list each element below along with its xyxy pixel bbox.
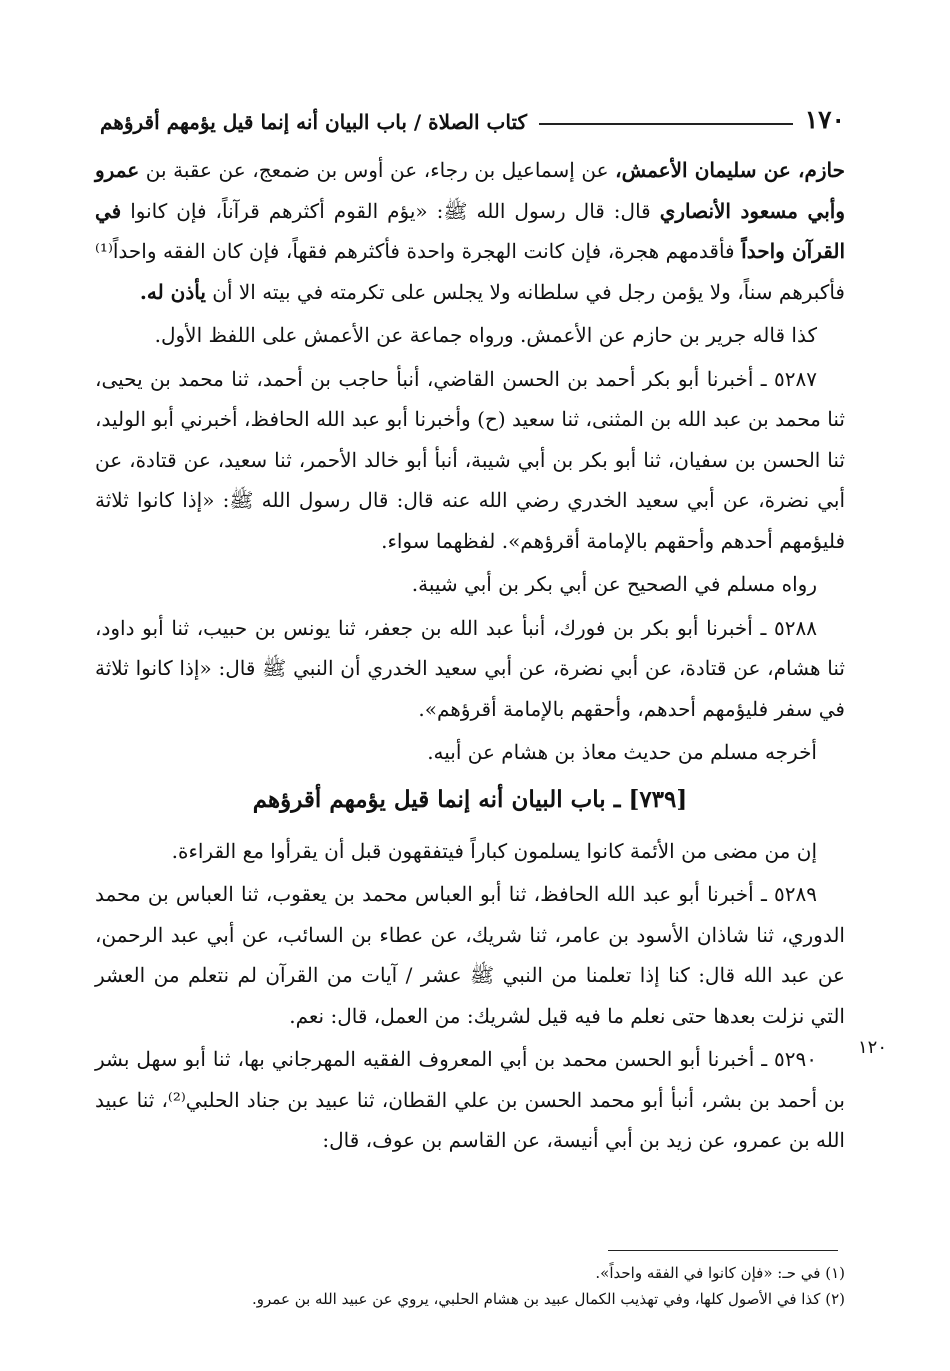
paragraph-note: أخرجه مسلم من حديث معاذ بن هشام عن أبيه. bbox=[427, 740, 817, 764]
paragraph-text: فأقدمهم هجرة، فإن كانت الهجرة واحدة فأكثرهم فقهاً، فإن كان الفقه واحداً⁽¹⁾ فأكبرهم سناً، ولا يؤمن رجل في سلطانه ولا يجلس على تكرمته في بيته الا أن bbox=[95, 239, 845, 304]
page-body bbox=[95, 150, 845, 1164]
footnote: (٢) كذا في الأصول كلها، وفي تهذيب الكمال عبيد بن هشام الحلبي، يروي عن عبيد الله بن عمرو. bbox=[252, 1290, 845, 1308]
paragraph-hadith-5287: ٥٢٨٧ ـ أخبرنا أبو بكر أحمد بن الحسن القاضي، أنبأ حاجب بن أحمد، ثنا محمد بن يحيى، ثنا محمد بن عبد الله بن المثنى، ثنا سعيد (ح) وأخبرنا أبو عبد الله الحافظ، أخبرني أبو الوليد، ثنا الحسن بن سفيان، ثنا أبو بكر بن أبي شيبة، أنبأ أبو خالد الأحمر، ثنا سعيد، عن قتادة، عن أبي نضرة، عن أبي سعيد الخدري رضي الله عنه قال: قال رسول الله ﷺ: «إذا كانوا ثلاثة فليؤمهم أحدهم وأحقهم بالإمامة أقرؤهم». لفظهما سواء. bbox=[95, 366, 845, 553]
bold-text: في القرآن واحداً bbox=[95, 198, 845, 263]
paragraph-hadith-continuation bbox=[95, 150, 845, 312]
running-title: كتاب الصلاة / باب البيان أنه إنما قيل يؤمهم أقرؤهم bbox=[100, 110, 528, 134]
footnote-rule bbox=[608, 1250, 838, 1251]
footnotes bbox=[110, 1260, 845, 1312]
paragraph-note: رواه مسلم في الصحيح عن أبي بكر بن أبي شيبة. bbox=[411, 572, 817, 596]
page-header bbox=[100, 98, 845, 134]
paragraph-text: قال: قال رسول الله ﷺ: «يؤم القوم أكثرهم قرآناً، فإن كانوا bbox=[121, 198, 660, 223]
header-rule bbox=[539, 123, 793, 125]
page-number: ١٧٠ bbox=[804, 105, 845, 134]
margin-reference: ١٢٠ bbox=[858, 1037, 888, 1058]
paragraph-hadith-5288: ٥٢٨٨ ـ أخبرنا أبو بكر بن فورك، أنبأ عبد الله بن جعفر، ثنا يونس بن حبيب، ثنا أبو داود، ثنا هشام، عن قتادة، عن أبي نضرة، عن أبي سعيد الخدري أن النبي ﷺ قال: «إذا كانوا ثلاثة في سفر فليؤمهم أحدهم، وأحقهم بالإمامة أقرؤهم». bbox=[95, 615, 845, 721]
paragraph-hadith-5289: ٥٢٨٩ ـ أخبرنا أبو عبد الله الحافظ، ثنا أبو العباس محمد بن يعقوب، ثنا العباس بن محمد الدوري، ثنا شاذان الأسود بن عامر، ثنا شريك، عن عطاء بن السائب، عن أبي عبد الرحمن، عن عبد الله قال: كنا إذا تعلمنا من النبي ﷺ عشر / آيات من القرآن لم نتعلم من العشر التي نزلت بعدها حتى نعلم ما فيه قيل لشريك: من العمل، قال: نعم. bbox=[95, 882, 845, 1028]
bold-text: يأذن له. bbox=[139, 279, 206, 304]
footnote: (١) في حـ: «فإن كانوا في الفقه واحداً». bbox=[595, 1264, 845, 1282]
paragraph-hadith-5290: ٥٢٩٠ ـ أخبرنا أبو الحسن محمد بن أبي المعروف الفقيه المهرجاني بها، ثنا أبو سهل بشر بن أحمد بن بشر، أنبأ أبو محمد الحسن بن علي القطان، ثنا عبيد بن جناد الحلبي⁽²⁾، ثنا عبيد الله بن عمرو، عن زيد بن أبي أنيسة، عن القاسم بن عوف، قال: bbox=[95, 1047, 846, 1152]
bold-text: حازم، عن سليمان الأعمش، bbox=[615, 158, 845, 182]
bold-text: عمرو وأبي مسعود الأنصاري bbox=[95, 158, 845, 223]
paragraph-note: كذا قاله جرير بن حازم عن الأعمش. ورواه جماعة عن الأعمش على اللفظ الأول. bbox=[154, 323, 817, 347]
paragraph-text: عن إسماعيل بن رجاء، عن أوس بن ضمعج، عن عقبة بن bbox=[139, 158, 616, 182]
section-heading: [٧٣٩] ـ باب البيان أنه إنما قيل يؤمهم أقرؤهم bbox=[252, 785, 688, 813]
paragraph-intro: إن من مضى من الأئمة كانوا يسلمون كباراً فيتفقهون قبل أن يقرأوا مع القراءة. bbox=[171, 838, 817, 863]
